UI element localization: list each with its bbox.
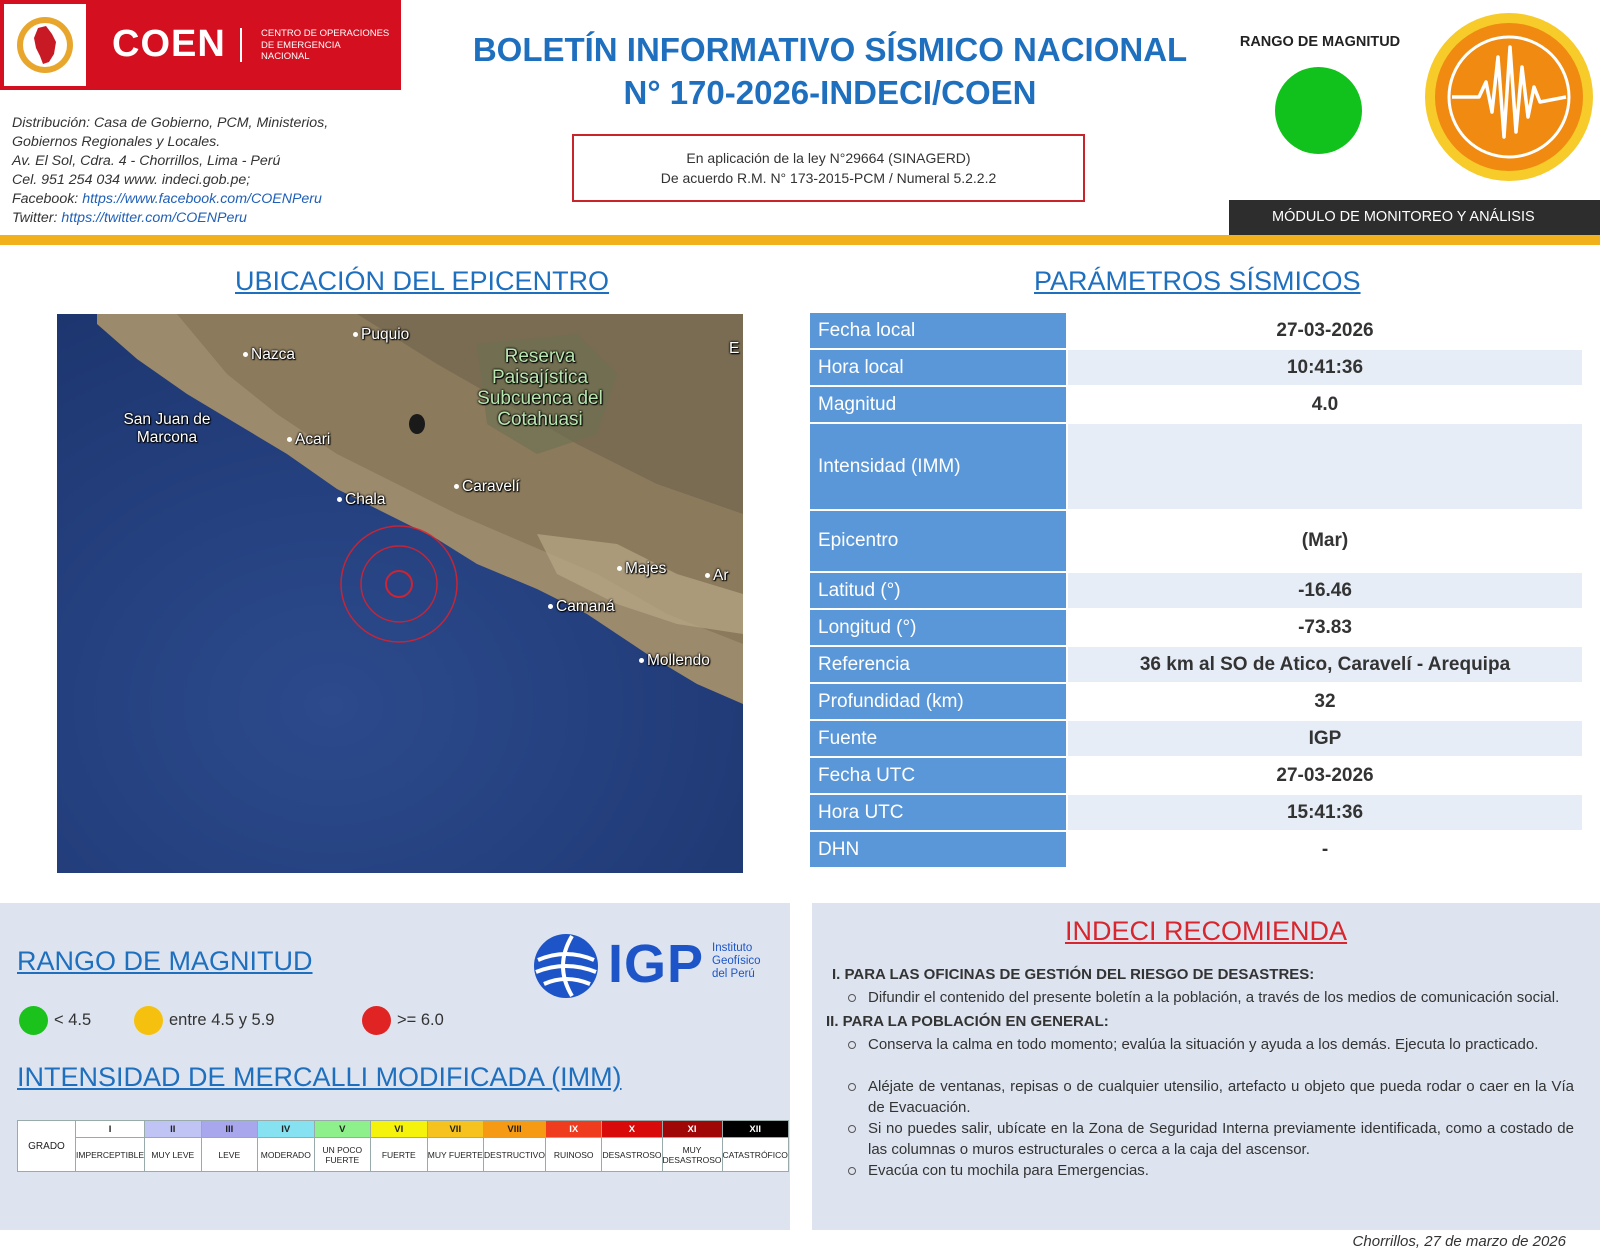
param-value: IGP	[1068, 721, 1582, 756]
distribution-line: Distribución: Casa de Gobierno, PCM, Ministerios,	[12, 115, 329, 131]
param-key: Hora local	[810, 350, 1068, 385]
distribution-block	[12, 114, 392, 228]
legend-item-mid: entre 4.5 y 5.9	[134, 1006, 275, 1035]
red-dot-icon	[362, 1006, 391, 1035]
table-row	[810, 721, 1582, 758]
param-key: Longitud (°)	[810, 610, 1068, 645]
rec-section-title: II. PARA LA POBLACIÓN EN GENERAL:	[826, 1013, 1109, 1030]
grado-label: GRADO	[18, 1121, 76, 1172]
epicenter-map[interactable]	[57, 314, 743, 873]
rec-list	[846, 1034, 1574, 1181]
twitter-line	[12, 209, 392, 228]
grade-num: X	[602, 1121, 662, 1138]
param-key: Fecha UTC	[810, 758, 1068, 793]
list-item: Si no puedes salir, ubícate en la Zona de Seguridad Interna previamente identificada, como a costado de las columnas o muros estructurales o cerca a la caja del ascensor.	[846, 1118, 1574, 1160]
table-row	[810, 573, 1582, 610]
grade-desc: LEVE	[201, 1138, 258, 1172]
param-value: 4.0	[1311, 394, 1339, 415]
table-row	[810, 647, 1582, 684]
rec-list	[846, 987, 1574, 1008]
param-key: Referencia	[810, 647, 1068, 682]
grade-desc: FUERTE	[371, 1138, 428, 1172]
param-value: 32	[1314, 691, 1336, 712]
table-row	[810, 610, 1582, 647]
param-key: DHN	[810, 832, 1068, 867]
grade-num: II	[145, 1121, 202, 1138]
legend-item-low: < 4.5	[19, 1006, 91, 1035]
table-row	[810, 511, 1582, 573]
grade-num: V	[314, 1121, 371, 1138]
igp-name: Instituto Geofísico del Perú	[712, 942, 761, 980]
grade-desc: MUY LEVE	[145, 1138, 202, 1172]
yellow-dot-icon	[134, 1006, 163, 1035]
map-label-san-juan-de-marcona: San Juan de Marcona	[123, 411, 211, 446]
param-key: Fuente	[810, 721, 1068, 756]
map-label-nazca: Nazca	[243, 346, 295, 364]
list-item: Conserva la calma en todo momento; evalúa la situación y ayuda a los demás. Ejecuta lo practicado.	[846, 1034, 1574, 1055]
param-value: 36 km al SO de Atico, Caravelí - Arequipa	[1068, 647, 1582, 682]
facebook-line	[12, 190, 392, 209]
grade-desc: DESTRUCTIVO	[484, 1138, 546, 1172]
table-row	[810, 424, 1582, 511]
footer-date: Chorrillos, 27 de marzo de 2026	[1352, 1233, 1566, 1250]
coen-brand-subtitle: CENTRO DE OPERACIONES DE EMERGENCIA NACIONAL	[261, 28, 390, 62]
map-label-camana: Camaná	[548, 598, 615, 616]
grade-desc: MODERADO	[258, 1138, 315, 1172]
recommendations-body	[826, 964, 1574, 1181]
table-row	[810, 795, 1582, 832]
law-reference-box	[572, 134, 1085, 202]
table-row	[810, 684, 1582, 721]
param-key: Epicentro	[810, 511, 1068, 571]
facebook-link[interactable]: https://www.facebook.com/COENPeru	[82, 191, 322, 207]
param-value: 10:41:36	[1068, 350, 1582, 385]
igp-acronym: IGP	[608, 934, 705, 994]
map-label-caraveli: Caravelí	[454, 478, 520, 496]
distribution-line: Gobiernos Regionales y Locales.	[12, 134, 221, 150]
table-row	[810, 313, 1582, 350]
param-key: Fecha local	[810, 313, 1068, 348]
param-value: (Mar)	[1301, 530, 1349, 551]
param-value: 15:41:36	[1068, 795, 1582, 830]
bulletin-title	[440, 28, 1220, 114]
param-value: 27-03-2026	[1276, 320, 1374, 341]
grade-num: XII	[722, 1121, 788, 1138]
map-label-reserva: Reserva Paisajística Subcuenca del Cotahuasi	[477, 346, 603, 430]
seismograph-logo-icon	[1424, 12, 1594, 187]
param-value: -16.46	[1068, 573, 1582, 608]
legend-item-high: >= 6.0	[362, 1006, 444, 1035]
grade-num: I	[76, 1121, 145, 1138]
grade-num: VIII	[484, 1121, 546, 1138]
grade-desc: RUINOSO	[545, 1138, 602, 1172]
magnitude-range-label: RANGO DE MAGNITUD	[1239, 34, 1401, 50]
grade-desc: CATASTRÓFICO	[722, 1138, 788, 1172]
grade-desc: MUY FUERTE	[427, 1138, 484, 1172]
map-label-edge: E	[729, 340, 740, 357]
table-row	[810, 350, 1582, 387]
green-dot-icon	[19, 1006, 48, 1035]
bulletin-title-line1: BOLETÍN INFORMATIVO SÍSMICO NACIONAL	[472, 31, 1188, 68]
param-value: -73.83	[1298, 617, 1352, 638]
seismic-params-table	[810, 313, 1582, 869]
law-line: De acuerdo R.M. N° 173-2015-PCM / Numeral 5.2.2.2	[660, 170, 997, 186]
param-value: -	[1321, 839, 1329, 860]
table-row	[810, 387, 1582, 424]
grade-desc: DESASTROSO	[602, 1138, 662, 1172]
grade-num: VI	[371, 1121, 428, 1138]
map-label-acari: Acari	[287, 431, 330, 449]
grade-desc: IMPERCEPTIBLE	[76, 1138, 145, 1172]
grade-num: IX	[545, 1121, 602, 1138]
igp-logo	[532, 930, 772, 1007]
facebook-label: Facebook:	[12, 191, 83, 207]
magnitude-legend-heading: RANGO DE MAGNITUD	[17, 946, 313, 976]
bulletin-number: N° 170-2026-INDECI/COEN	[623, 74, 1037, 111]
coen-logo-block	[0, 0, 401, 90]
magnitude-indicator	[1275, 67, 1362, 154]
epicenter-heading: UBICACIÓN DEL EPICENTRO	[235, 266, 610, 296]
map-label-chala: Chala	[337, 491, 386, 509]
header-divider	[0, 235, 1600, 245]
param-key: Intensidad (IMM)	[810, 424, 1068, 509]
grade-num: XI	[662, 1121, 722, 1138]
grade-desc: MUY DESASTROSO	[662, 1138, 722, 1172]
params-heading: PARÁMETROS SÍSMICOS	[1034, 266, 1361, 296]
table-row	[810, 758, 1582, 795]
twitter-label: Twitter:	[12, 210, 62, 226]
param-key: Profundidad (km)	[810, 684, 1068, 719]
mercalli-scale-table	[17, 1120, 789, 1172]
rec-section-title: I. PARA LAS OFICINAS DE GESTIÓN DEL RIESGO DE DESASTRES:	[832, 966, 1315, 983]
param-key: Hora UTC	[810, 795, 1068, 830]
list-item: Difundir el contenido del presente boletín a la población, a través de los medios de comunicación social.	[846, 987, 1574, 1008]
map-label-majes: Majes	[617, 560, 666, 578]
distribution-line: Cel. 951 254 034 www. indeci.gob.pe;	[12, 172, 251, 188]
coen-brand: COEN	[112, 23, 226, 65]
recommendations-heading: INDECI RECOMIENDA	[1064, 916, 1348, 946]
param-key: Latitud (°)	[810, 573, 1068, 608]
grade-num: III	[201, 1121, 258, 1138]
map-label-puquio: Puquio	[353, 326, 409, 344]
brand-divider	[240, 28, 242, 62]
monitoring-module-banner: MÓDULO DE MONITOREO Y ANÁLISIS	[1229, 200, 1600, 235]
map-label-ar: Ar	[705, 567, 729, 585]
table-row	[810, 832, 1582, 869]
grade-num: VII	[427, 1121, 484, 1138]
list-item: Evacúa con tu mochila para Emergencias.	[846, 1160, 1574, 1181]
mercalli-heading: INTENSIDAD DE MERCALLI MODIFICADA (IMM)	[17, 1062, 622, 1092]
param-value: 27-03-2026	[1276, 765, 1374, 786]
peru-shield-icon	[4, 4, 86, 86]
distribution-line: Av. El Sol, Cdra. 4 - Chorrillos, Lima - Perú	[12, 153, 281, 169]
param-key: Magnitud	[810, 387, 1068, 422]
law-line: En aplicación de la ley N°29664 (SINAGERD)	[686, 150, 971, 166]
igp-globe-icon	[534, 934, 598, 998]
map-label-mollendo: Mollendo	[639, 652, 710, 670]
grade-num: IV	[258, 1121, 315, 1138]
list-item: Aléjate de ventanas, repisas o de cualquier utensilio, artefacto u objeto que pueda rodar o caer en la Vía de Evacuación.	[846, 1076, 1574, 1118]
twitter-link[interactable]: https://twitter.com/COENPeru	[61, 210, 247, 226]
map-terrain	[57, 314, 743, 873]
param-value	[1068, 424, 1582, 509]
grade-desc: UN POCO FUERTE	[314, 1138, 371, 1172]
